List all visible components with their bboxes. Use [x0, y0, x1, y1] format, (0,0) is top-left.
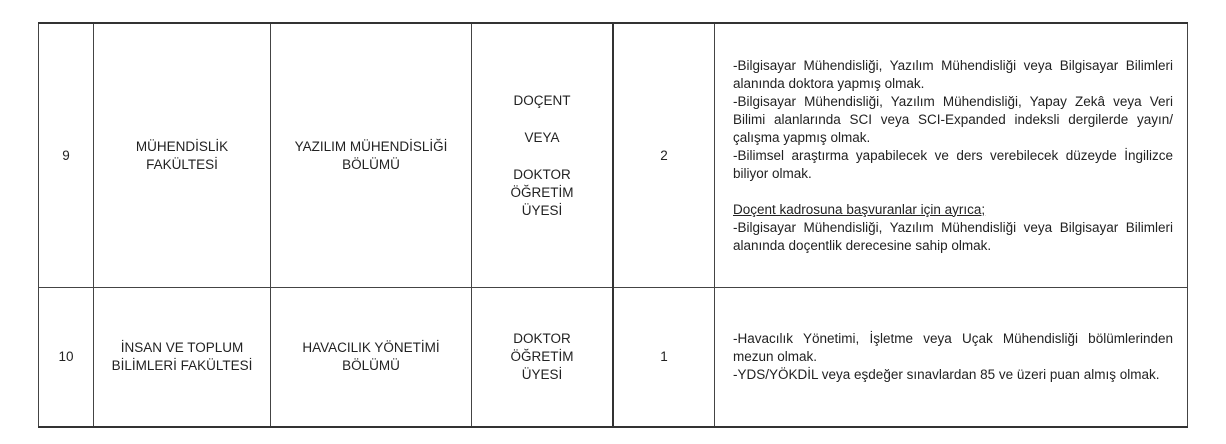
title-line: DOKTOR — [513, 166, 571, 182]
position-count: 1 — [613, 288, 715, 428]
row-number: 9 — [39, 23, 94, 288]
title-cell — [472, 23, 614, 288]
requirement-item: -Bilgisayar Mühendisliği, Yazılım Mühendisliği, Yapay Zekâ veya Veri Bilimi alanlarında SCI veya SCI-Expanded indeksli dergilerde yayın/çalışma yapmış olmak. — [733, 93, 1173, 145]
faculty-line: İNSAN VE TOPLUM — [120, 340, 244, 355]
requirements-cell — [715, 288, 1188, 428]
requirement-item: -Havacılık Yönetimi, İşletme veya Uçak Mühendisliği bölümlerinden mezun olmak. — [733, 331, 1173, 364]
position-count: 2 — [613, 23, 715, 288]
department-line: HAVACILIK YÖNETİMİ — [302, 340, 440, 355]
requirement-item: -Bilgisayar Mühendisliği, Yazılım Mühendisliği veya Bilgisayar Bilimleri alanında doktora yapmış olmak. — [733, 57, 1173, 91]
title-line: VEYA — [524, 129, 560, 145]
faculty-line: FAKÜLTESİ — [146, 156, 218, 172]
extra-heading: Doçent kadrosuna başvuranlar için ayrıca; — [733, 201, 986, 217]
faculty-cell — [94, 288, 271, 428]
title-line: ÖĞRETİM — [510, 184, 574, 200]
faculty-cell — [94, 23, 271, 288]
table-row — [39, 23, 1188, 288]
row-number: 10 — [39, 288, 94, 428]
faculty-line: BİLİMLERİ FAKÜLTESİ — [111, 358, 253, 373]
title-line: ÜYESİ — [521, 367, 563, 382]
requirement-item: -Bilimsel araştırma yapabilecek ve ders verebilecek düzeyde İngilizce biliyor olmak. — [733, 147, 1173, 181]
department-line: YAZILIM MÜHENDİSLİĞİ — [294, 138, 448, 154]
department-cell — [271, 23, 472, 288]
title-line: DOÇENT — [513, 92, 571, 108]
title-line: ÖĞRETİM — [510, 349, 574, 364]
faculty-line: MÜHENDİSLİK — [135, 138, 229, 154]
department-cell — [271, 288, 472, 428]
department-line: BÖLÜMÜ — [342, 156, 400, 172]
title-cell — [472, 288, 614, 428]
requirement-item: -Bilgisayar Mühendisliği, Yazılım Mühendisliği veya Bilgisayar Bilimleri alanında doçentlik derecesine sahip olmak. — [733, 219, 1173, 253]
title-line: DOKTOR — [513, 331, 571, 346]
requirement-item: -YDS/YÖKDİL veya eşdeğer sınavlardan 85 ve üzeri puan almış olmak. — [733, 367, 1160, 382]
positions-table — [38, 22, 1188, 428]
spacer — [733, 183, 1173, 201]
table-row — [39, 288, 1188, 428]
title-line: ÜYESİ — [521, 202, 563, 218]
requirements-cell — [715, 23, 1188, 288]
department-line: BÖLÜMÜ — [342, 358, 400, 373]
